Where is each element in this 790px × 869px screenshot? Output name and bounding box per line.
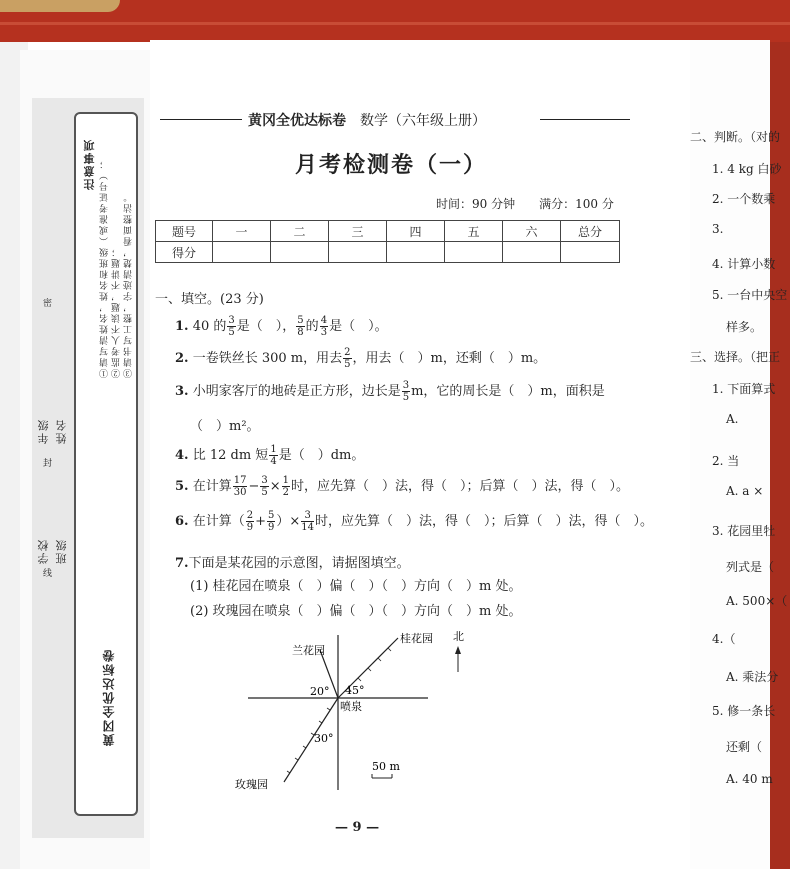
- score-cell: 二: [271, 221, 329, 242]
- right-line: 5. 一台中央空: [712, 288, 788, 302]
- score-cell: 六: [503, 221, 561, 242]
- right-line: A. 40 m: [726, 772, 773, 786]
- score-label: 得分: [156, 242, 213, 263]
- right-line: A.: [726, 412, 739, 426]
- right-line: 4.（: [712, 632, 736, 646]
- right-line: 样多。: [726, 320, 763, 334]
- question-7: 7.下面是某花园的示意图，请据图填空。: [175, 556, 410, 571]
- lanhua-label: 兰花园: [292, 644, 325, 657]
- binding-name: 姓名: [55, 418, 68, 444]
- right-line: A. 500×（: [726, 594, 788, 608]
- penquan-label: 喷泉: [340, 700, 362, 713]
- question-6: 6. 在计算（ $\frac{2}{9}$ + $\frac{5}{9}$ ）× $\frac{3}{14}$ 时，应先算（ ）法，得（ ）；后算（ ）法，得（ ）。: [175, 510, 654, 533]
- score-blank[interactable]: [329, 242, 387, 263]
- right-line: 三、选择。（把正: [690, 350, 781, 364]
- angle-20-label: 20°: [310, 685, 330, 698]
- score-blank[interactable]: [503, 242, 561, 263]
- right-line: 还剩（: [726, 740, 763, 754]
- full-score: 满分：100 分: [539, 197, 614, 211]
- scale-label: 50 m: [372, 760, 400, 773]
- background-top: [0, 0, 790, 42]
- page-title: 月考检测卷（一）: [295, 152, 488, 178]
- header-brand: 黄冈全优达标卷: [248, 113, 346, 129]
- binding-xian: 线: [41, 568, 51, 579]
- right-line: 1. 4 kg 白砂: [712, 162, 782, 176]
- score-blank[interactable]: [387, 242, 445, 263]
- score-table-score-row: [156, 242, 620, 263]
- right-line: A. a ×: [726, 484, 764, 498]
- header-rule-left: [160, 119, 242, 120]
- right-line: 3.: [712, 222, 724, 236]
- right-page: [690, 40, 788, 869]
- north-label: 北: [453, 630, 464, 643]
- score-blank[interactable]: [213, 242, 271, 263]
- right-line: A. 乘法分: [726, 670, 779, 684]
- header-rule-right: [540, 119, 630, 120]
- right-line: 2. 一个数乘: [712, 192, 776, 206]
- score-cell: 五: [445, 221, 503, 242]
- right-line: 二、判断。（对的: [690, 130, 781, 144]
- binding-feng: 封: [41, 458, 51, 469]
- guihua-label: 桂花园: [400, 632, 433, 645]
- section-fill-blank-heading: 一、填空。(23 分): [155, 292, 264, 307]
- score-table: [155, 220, 620, 263]
- binding-mi: 密: [41, 298, 51, 309]
- right-line: 4. 计算小数: [712, 257, 776, 271]
- right-line: 列式是（: [726, 560, 775, 574]
- meigui-label: 玫瑰园: [235, 778, 268, 791]
- score-cell: 四: [387, 221, 445, 242]
- score-blank[interactable]: [445, 242, 503, 263]
- binding-class: 班级: [55, 538, 68, 564]
- angle-30-label: 30°: [314, 732, 334, 745]
- time-info: [436, 195, 614, 212]
- right-line: 5. 修一条长: [712, 704, 776, 718]
- angle-45-label: 45°: [345, 684, 365, 697]
- book-fold: [0, 0, 120, 12]
- score-cell: 一: [213, 221, 271, 242]
- question-7-sub2: (2) 玫瑰园在喷泉（ ）偏（ ）（ ）方向（ ）m 处。: [190, 604, 522, 619]
- score-blank[interactable]: [561, 242, 620, 263]
- right-line: 3. 花园里牡: [712, 524, 776, 538]
- score-cell: 总分: [561, 221, 620, 242]
- binding-school: 学校: [37, 538, 50, 564]
- right-line: 2. 当: [712, 454, 740, 468]
- binding-grade: 年级: [37, 418, 50, 444]
- binding-panel: [32, 98, 144, 838]
- header-subject: 数学（六年级上册）: [360, 113, 486, 129]
- time-limit: 时间：90 分钟: [436, 197, 516, 211]
- header-text: [248, 110, 486, 130]
- right-line: 1. 下面算式: [712, 382, 776, 396]
- north-arrow-head: [455, 646, 461, 654]
- binding-notes-title: 注意事项: [83, 138, 96, 190]
- binding-note-3: ③请书写工整，字迹清楚，看面整洁。: [124, 191, 134, 378]
- question-2: 2. 一卷铁丝长 300 m，用去 $\frac{2}{5}$ ，用去（ ）m，还剩（ ）m。: [175, 347, 547, 370]
- garden-diagram: [230, 630, 490, 800]
- binding-note-1: ①请写清姓名，姓名和班级（或准考证号）；: [100, 158, 110, 378]
- question-3: 3. 小明家客厅的地砖是正方形，边长是 $\frac{3}{5}$ m，它的周长是（ ）m，面积是: [175, 380, 605, 403]
- score-blank[interactable]: [271, 242, 329, 263]
- binding-note-2: ②监考人不读题，不讲题；: [112, 246, 122, 378]
- score-table-header-row: [156, 221, 620, 242]
- question-5: 5. 在计算 $\frac{17}{30}$ − $\frac{3}{5}$ × $\frac{1}{2}$ 时，应先算（ ）法，得（ ）；后算（ ）法，得（ ）。: [175, 475, 630, 498]
- score-cell: 三: [329, 221, 387, 242]
- question-1: 1. 40 的 $\frac{3}{5}$ 是（ ）， $\frac{5}{8}$ 的 $\frac{4}{3}$ 是（ ）。: [175, 315, 388, 338]
- page-number: — 9 —: [335, 820, 380, 835]
- score-cell: 题号: [156, 221, 213, 242]
- page-header: [160, 110, 620, 128]
- question-7-sub1: (1) 桂花园在喷泉（ ）偏（ ）（ ）方向（ ）m 处。: [190, 579, 522, 594]
- question-4: 4. 比 12 dm 短 $\frac{1}{4}$ 是（ ）dm。: [175, 444, 365, 467]
- question-3-cont: （ ）m²。: [190, 419, 260, 434]
- exam-page: [150, 40, 690, 869]
- background-line: [0, 22, 790, 25]
- binding-brand: 黄冈全优达标卷: [102, 648, 116, 746]
